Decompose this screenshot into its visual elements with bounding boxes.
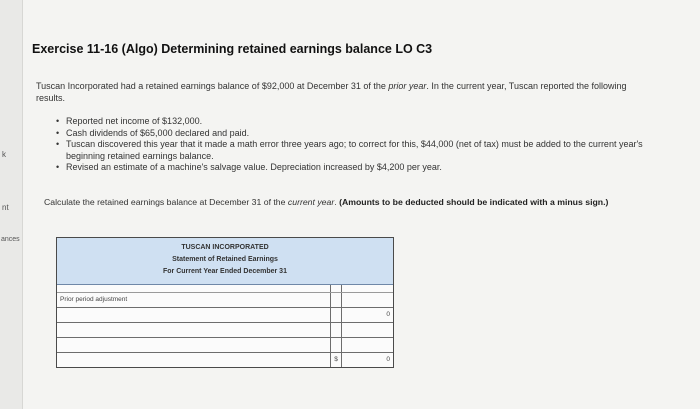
table-row: [57, 308, 393, 323]
dollar-sign: [331, 285, 341, 292]
sidebar-label: ances: [1, 236, 20, 243]
amount-input[interactable]: [341, 293, 393, 307]
row-label-input[interactable]: Prior period adjustment: [57, 293, 331, 307]
table-row: [57, 323, 393, 338]
list-item: • Cash dividends of $65,000 declared and paid.: [56, 128, 656, 140]
left-sidebar: [0, 0, 23, 409]
dollar-sign: [331, 293, 341, 307]
amount-input[interactable]: [341, 285, 393, 292]
amount-input[interactable]: 0: [341, 353, 393, 367]
row-label-input[interactable]: [57, 338, 331, 352]
list-item: • Revised an estimate of a machine's salvage value. Depreciation increased by $4,200 per year.: [56, 162, 656, 174]
company-name: TUSCAN INCORPORATED: [181, 244, 269, 251]
sidebar-label: k: [2, 150, 6, 159]
table-row: [57, 353, 393, 367]
exercise-panel: [22, 0, 700, 409]
list-item: • Tuscan discovered this year that it made a math error three years ago; to correct for this, $44,000 (net of tax) must be added to the current year's beginning retained earnings balance.: [56, 139, 656, 162]
list-item: • Reported net income of $132,000.: [56, 116, 656, 128]
instruction-text: Calculate the retained earnings balance at December 31 of the current year. (Amounts to be deducted should be indicated with a minus sign.): [44, 197, 609, 207]
dollar-sign: $: [334, 356, 338, 363]
table-row: [57, 293, 393, 308]
statement-name: Statement of Retained Earnings: [172, 256, 278, 263]
dollar-sign: [331, 323, 341, 337]
sidebar-label: nt: [2, 203, 9, 212]
dollar-sign: [331, 338, 341, 352]
row-label-input[interactable]: [57, 353, 331, 367]
amount-input[interactable]: [341, 323, 393, 337]
row-label-input[interactable]: [57, 285, 331, 292]
amount-input[interactable]: 0: [341, 308, 393, 322]
row-label-input[interactable]: [57, 308, 331, 322]
table-row: [57, 338, 393, 353]
statement-period: For Current Year Ended December 31: [163, 268, 287, 275]
amount-input[interactable]: [341, 338, 393, 352]
statement-header: [57, 238, 393, 285]
row-label-input[interactable]: [57, 323, 331, 337]
results-list: [56, 116, 656, 174]
table-row: [57, 285, 393, 293]
exercise-intro: Tuscan Incorporated had a retained earnings balance of $92,000 at December 31 of the prior year. In the current year, Tuscan reported the following results.: [36, 81, 627, 103]
dollar-sign: [331, 308, 341, 322]
retained-earnings-statement: [56, 237, 394, 368]
exercise-title: Exercise 11-16 (Algo) Determining retained earnings balance LO C3: [32, 42, 433, 56]
